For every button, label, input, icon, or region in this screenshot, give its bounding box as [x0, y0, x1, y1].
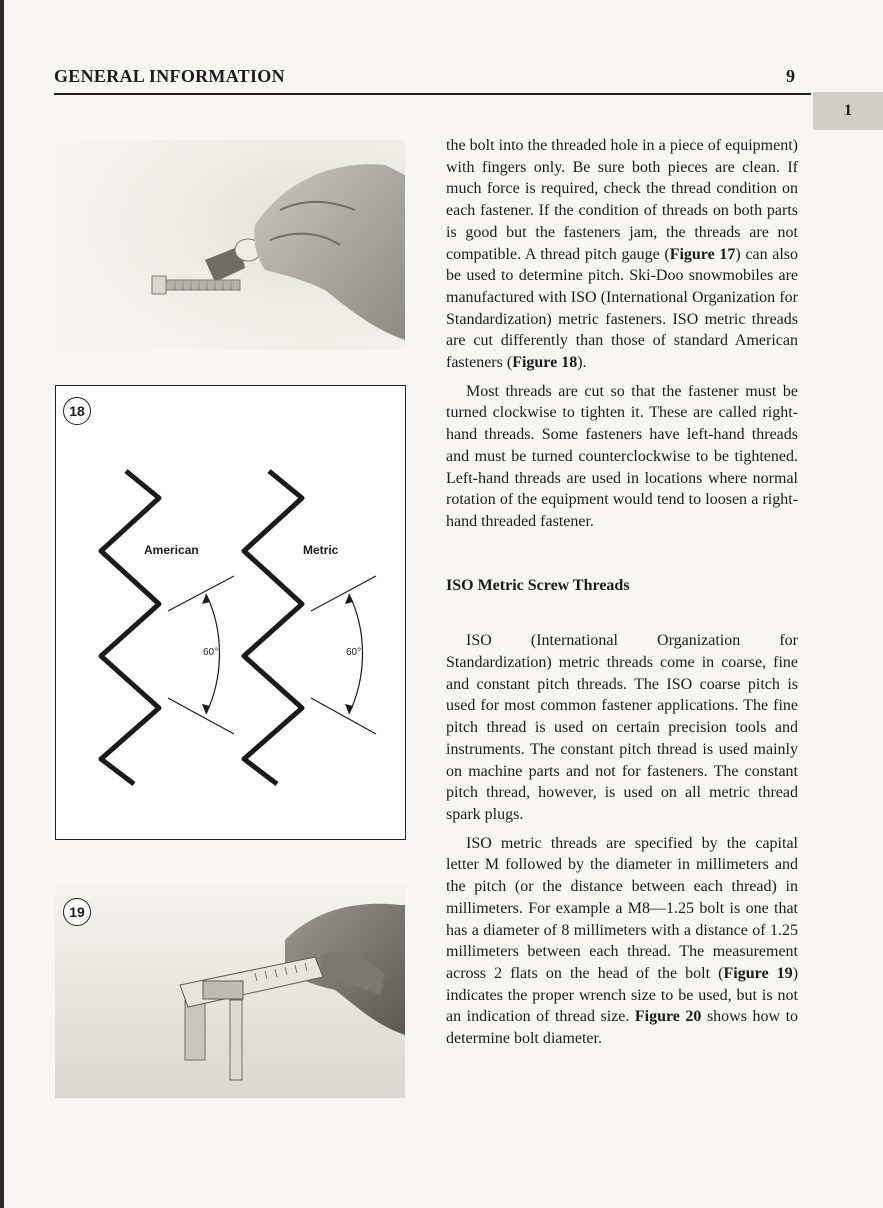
thread-pitch-gauge-photo-icon — [55, 140, 405, 350]
running-header: GENERAL INFORMATION — [54, 66, 285, 86]
paragraph-2: Most threads are cut so that the fastener must be turned clockwise to tighten it. These are called right-hand threads. Some fasteners have left-hand threads and must be turned counterclockwise to be tightened. Left-hand threads are used in locations where normal rotation of the equipment would tend to loosen a right-hand threaded fastener. — [446, 382, 798, 530]
paragraph-1: the bolt into the threaded hole in a piece of equipment) with fingers only. Be sure both pieces are clean. If much force is required, check the thread condition on each fastener. If the condition of threads on both parts is good but the fasteners jam, the threads are not compatible. A thread pitch gauge (Figure 17) can also be used to determine pitch. Ski-Doo snowmobiles are manufactured with ISO (International Organization for Standardization) metric fasteners. ISO metric threads are cut differently than those of standard American fasteners (Figure 18). — [446, 137, 799, 372]
chapter-tab[interactable]: 1 — [813, 92, 883, 130]
figure-17-photo — [55, 140, 405, 350]
vernier-caliper-photo-icon — [55, 885, 405, 1098]
figure-18-badge: 18 — [63, 397, 91, 425]
paragraph-4: ISO metric threads are specified by the capital letter M followed by the diameter in millimeters and the pitch (or the distance between each thread) in millimeters. For example a M8—1.25 bolt is one that has a diameter of 8 millimeters with a distance of 1.25 millimeters between each thread. The measurement across 2 flats on the head of the bolt (Figure 19) indicates the proper wrench size to be used, but is not an indication of thread size. Figure 20 shows how to determine bolt diameter. — [446, 834, 799, 1048]
metric-angle-label: 60° — [346, 647, 362, 658]
figure-19-photo — [55, 885, 405, 1098]
figure-18-ref[interactable]: Figure 18 — [512, 354, 578, 372]
metric-label: Metric — [303, 543, 339, 557]
section-heading: ISO Metric Screw Threads — [446, 576, 630, 594]
figure-19-badge: 19 — [63, 898, 91, 926]
header-rule — [54, 93, 811, 95]
page-edge — [0, 0, 4, 1208]
american-angle-label: 60° — [203, 647, 219, 658]
figure-17-ref[interactable]: Figure 17 — [669, 245, 736, 263]
american-label: American — [144, 543, 199, 557]
paragraph-3: ISO (International Organization for Standardization) metric threads come in coarse, fine and constant pitch threads. The ISO coarse pitch is used for most common fastener applications. The fine pitch thread is used on certain precision tools and instruments. The constant pitch thread is used mainly on machine parts and not for fasteners. The constant pitch thread, however, is used on all metric thread spark plugs. — [446, 632, 798, 823]
page-number: 9 — [786, 66, 795, 86]
figure-19-ref[interactable]: Figure 19 — [723, 964, 793, 982]
thread-profile-diagram — [56, 386, 405, 839]
figure-18-box — [55, 385, 406, 840]
body-text-column — [446, 135, 798, 1057]
figure-20-ref[interactable]: Figure 20 — [634, 1008, 702, 1026]
